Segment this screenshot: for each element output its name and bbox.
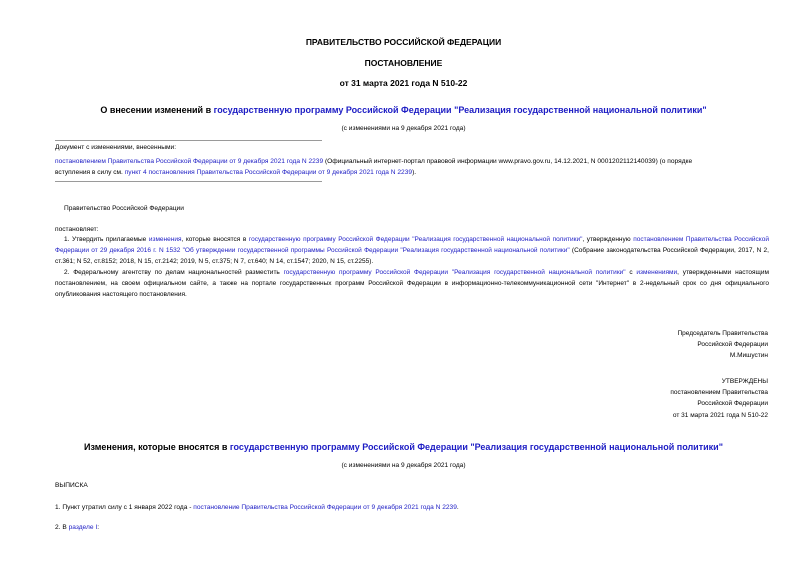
- p2-text-a: 2. Федеральному агентству по делам национальностей разместить: [64, 269, 284, 276]
- p1-text-d: (Собрание: [569, 247, 605, 255]
- decree-2239-link[interactable]: постановлением Правительства Российской Федерации от 9 декабря 2021 года N 2239: [55, 158, 324, 165]
- changes-text-3: ).: [412, 169, 417, 176]
- approved-by: постановлением Правительства: [670, 389, 768, 397]
- p2-changes-link[interactable]: изменениями: [636, 269, 678, 276]
- divider-top: [55, 140, 322, 141]
- divider-bottom: [55, 181, 322, 182]
- paragraph-1: [55, 234, 769, 268]
- p2-text-b: с: [625, 269, 637, 276]
- p1-decree-link[interactable]: постановлением: [633, 236, 684, 243]
- section-1-link[interactable]: разделе I: [68, 524, 98, 531]
- item1-text-b: .: [456, 504, 459, 511]
- p1-decree-1532-link[interactable]: Правительства Российской Федерации от 29 декабря 2016 г. N 1532 "Об утверждении государственной программы Российской Федерации "Реализация государственной национальной политики": [55, 236, 769, 255]
- changes-text-1: (Официальный интернет-портал правовой информации www.pravo.gov.ru, 14.12.2021, N 0001202112140039) (о порядке: [323, 158, 693, 165]
- item-1: [55, 504, 459, 511]
- p2-text-e: официального опубликования настоящего постановления.: [55, 280, 769, 299]
- program-link[interactable]: государственную программу Российской Федерации "Реализация государственной национальной политики": [213, 105, 707, 115]
- changes-title-prefix: Изменения, которые вносятся в: [84, 442, 230, 452]
- item2-text-a: 2. В: [55, 524, 69, 531]
- title-prefix: О внесении изменений в: [100, 105, 214, 115]
- changes-program-link[interactable]: государственную программу Российской Федерации "Реализация государственной национальной политики": [229, 442, 723, 452]
- date-number-heading: от 31 марта 2021 года N 510-22: [339, 78, 468, 88]
- document-title: [0, 105, 807, 115]
- changes-text: [55, 156, 769, 178]
- signature-block: [677, 328, 768, 362]
- decides-line: постановляет:: [55, 226, 99, 233]
- signature-title: Председатель Правительства: [677, 330, 768, 337]
- approved-date: от 31 марта 2021 года N 510-22: [672, 411, 768, 419]
- item1-text-a: 1. Пункт утратил силу с 1 января 2022 года -: [55, 504, 194, 511]
- decree-item4-link[interactable]: пункт 4 постановления Правительства Российской Федерации от 9 декабря 2021 года N 2239: [124, 169, 413, 176]
- p1-program-link[interactable]: государственную программу Российской Федерации "Реализация государственной национальной политики": [248, 236, 583, 243]
- changes-label: Документ с изменениями, внесенными:: [55, 144, 177, 151]
- doc-type-heading: ПОСТАНОВЛЕНИЕ: [364, 58, 443, 68]
- approved-title: УТВЕРЖДЕНЫ: [721, 378, 768, 385]
- changes-text-2: вступления в силу см.: [55, 169, 125, 176]
- approved-org: Российской Федерации: [697, 400, 768, 408]
- p2-text-c: , утвержденными: [677, 269, 732, 276]
- p1-text-e: законодательства Российской Федерации, 2017, N 2, ст.361; N 52, ст.8152; 2018, N 15, ст.2142; 2019, N 5, ст.375; N 7, ст.640; N 14, ст.1547; 2020, N 15, ст.2255).: [55, 247, 769, 266]
- item2-text-b: :: [97, 524, 100, 531]
- changes-title: [0, 442, 807, 452]
- extract-label: ВЫПИСКА: [55, 482, 88, 489]
- p1-text-b: , которые вносятся в: [181, 236, 249, 243]
- item1-decree-link[interactable]: постановление Правительства Российской Федерации от 9 декабря 2021 года N 2239: [193, 504, 457, 511]
- signature-org: Российской Федерации: [697, 341, 768, 349]
- p1-text-c: , утвержденную: [582, 236, 634, 243]
- org-heading: ПРАВИТЕЛЬСТВО РОССИЙСКОЙ ФЕДЕРАЦИИ: [305, 37, 502, 47]
- approved-block: [670, 376, 768, 421]
- p1-changes-link[interactable]: изменения: [148, 236, 182, 243]
- paragraph-2: [55, 267, 769, 301]
- p2-text-d: настоящим постановлением, на своем официальном сайте, а также на портале государственных программ Российской Федерации в информационно-телекоммуникационной сети "Интернет" в 2-недельный срок со дня: [55, 269, 770, 288]
- amended-note: (с изменениями на 9 декабря 2021 года): [341, 125, 466, 132]
- signature-name: М.Мишустин: [729, 352, 768, 360]
- item-2: [55, 524, 99, 531]
- government-line: Правительство Российской Федерации: [64, 205, 184, 212]
- p1-text-a: 1. Утвердить прилагаемые: [64, 236, 149, 243]
- p2-program-link[interactable]: государственную программу Российской Федерации "Реализация государственной национальной политики": [283, 269, 626, 276]
- changes-amended-note: (с изменениями на 9 декабря 2021 года): [341, 462, 466, 469]
